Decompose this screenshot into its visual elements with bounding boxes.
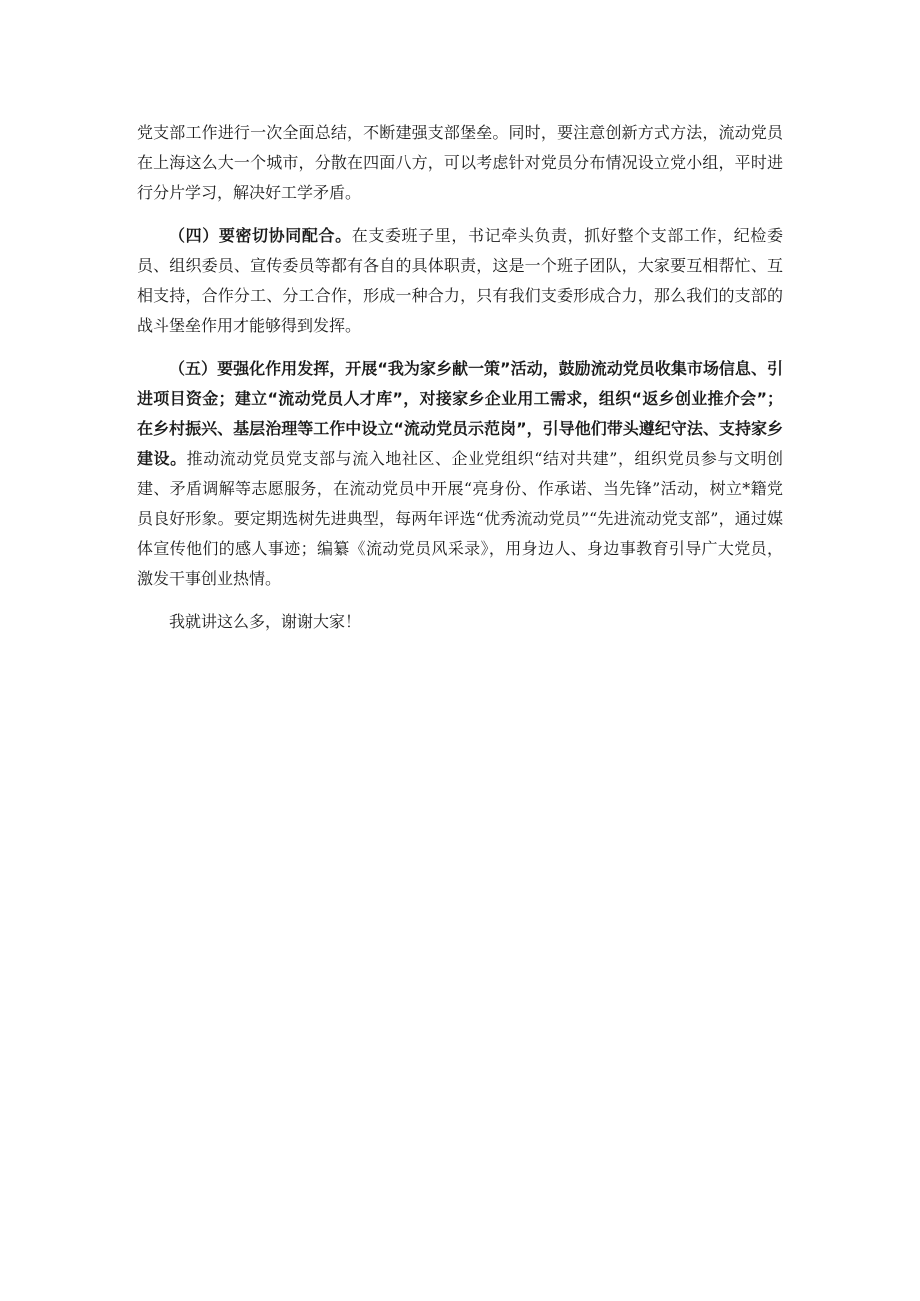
paragraph-text: 党支部工作进行一次全面总结，不断建强支部堡垒。同时，要注意创新方式方法，流动党员在上海这么大一个城市，分散在四面八方，可以考虑针对党员分布情况设立党小组，平时进行分片学习，解决好工学矛盾。 [137,123,783,202]
section-heading-five: （五）要强化作用发挥，开展“我为家乡献一策”活动，鼓励流动党员收集市场信息、引进项目资金；建立“流动党员人才库”，对接家乡企业用工需求，组织“返乡创业推介会”；在乡村振兴、基层治理等工作中设立“流动党员示范岗”，引导他们带头遵纪守法、支持家乡建设。 [137,359,783,468]
paragraph-section-five [137,354,783,594]
paragraph-section-four [137,221,783,341]
paragraph-text: 我就讲这么多，谢谢大家！ [169,612,362,631]
paragraph-closing [137,607,783,637]
section-heading-four: （四）要密切协同配合。 [169,226,352,245]
paragraph-text: 在支委班子里，书记牵头负责，抓好整个支部工作，纪检委员、组织委员、宣传委员等都有各自的具体职责，这是一个班子团队，大家要互相帮忙、互相支持，合作分工、分工合作，形成一种合力，只有我们支委形成合力，那么我们的支部的战斗堡垒作用才能够得到发挥。 [137,226,783,335]
paragraph-continuation [137,118,783,208]
document-body [137,118,783,650]
paragraph-text: 推动流动党员党支部与流入地社区、企业党组织“结对共建”，组织党员参与文明创建、矛盾调解等志愿服务，在流动党员中开展“亮身份、作承诺、当先锋”活动，树立*籍党员良好形象。要定期选树先进典型，每两年评选“优秀流动党员”“先进流动党支部”，通过媒体宣传他们的感人事迹；编纂《流动党员风采录》，用身边人、身边事教育引导广大党员，激发干事创业热情。 [137,449,783,588]
